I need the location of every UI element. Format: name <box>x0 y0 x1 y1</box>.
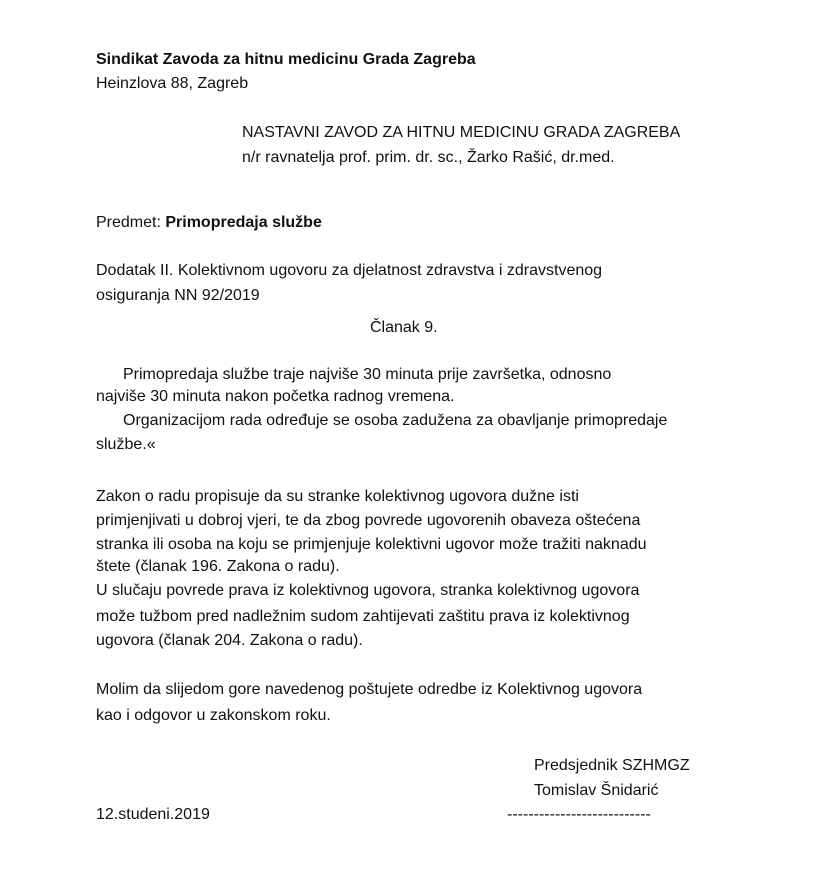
body-line-3: stranka ili osoba na koju se primjenjuje kolektivni ugovor može tražiti naknadu <box>96 536 647 553</box>
subject-line <box>96 213 322 233</box>
article-heading: Članak 9. <box>370 319 438 336</box>
body-line-7: ugovora (članak 204. Zakona o radu). <box>96 632 363 649</box>
signature-name: Tomislav Šnidarić <box>534 782 659 799</box>
quote-line-3: Organizacijom rada određuje se osoba zadužena za obavljanje primopredaje <box>123 412 668 429</box>
body-line-2: primjenjivati u dobroj vjeri, te da zbog povrede ugovorenih obaveza oštećena <box>96 512 641 529</box>
signature-title: Predsjednik SZHMGZ <box>534 757 690 774</box>
reference-line-2: osiguranja NN 92/2019 <box>96 287 260 304</box>
body-line-6: može tužbom pred nadležnim sudom zahtijevati zaštitu prava iz kolektivnog <box>96 608 630 625</box>
closing-line-1: Molim da slijedom gore navedenog poštujete odredbe iz Kolektivnog ugovora <box>96 681 643 698</box>
sender-name: Sindikat Zavoda za hitnu medicinu Grada Zagreba <box>96 51 476 68</box>
quote-line-2: najviše 30 minuta nakon početka radnog vremena. <box>96 388 455 405</box>
letter-date: 12.studeni.2019 <box>96 806 210 823</box>
body-line-5: U slučaju povrede prava iz kolektivnog ugovora, stranka kolektivnog ugovora <box>96 582 640 599</box>
subject-label: Predmet: <box>96 214 166 231</box>
body-line-1: Zakon o radu propisuje da su stranke kolektivnog ugovora dužne isti <box>96 488 579 505</box>
recipient-institution: NASTAVNI ZAVOD ZA HITNU MEDICINU GRADA ZAGREBA <box>242 124 681 141</box>
body-line-4: štete (članak 196. Zakona o radu). <box>96 558 340 575</box>
closing-line-2: kao i odgovor u zakonskom roku. <box>96 707 331 724</box>
quote-line-1: Primopredaja službe traje najviše 30 minuta prije završetka, odnosno <box>123 366 612 383</box>
quote-line-4: službe.« <box>96 436 156 453</box>
subject-value: Primopredaja službe <box>165 214 322 231</box>
reference-line-1: Dodatak II. Kolektivnom ugovoru za djelatnost zdravstva i zdravstvenog <box>96 262 603 279</box>
recipient-attention: n/r ravnatelja prof. prim. dr. sc., Žarko Rašić, dr.med. <box>242 149 615 166</box>
signature-line: --------------------------- <box>507 806 651 823</box>
sender-address: Heinzlova 88, Zagreb <box>96 75 249 92</box>
